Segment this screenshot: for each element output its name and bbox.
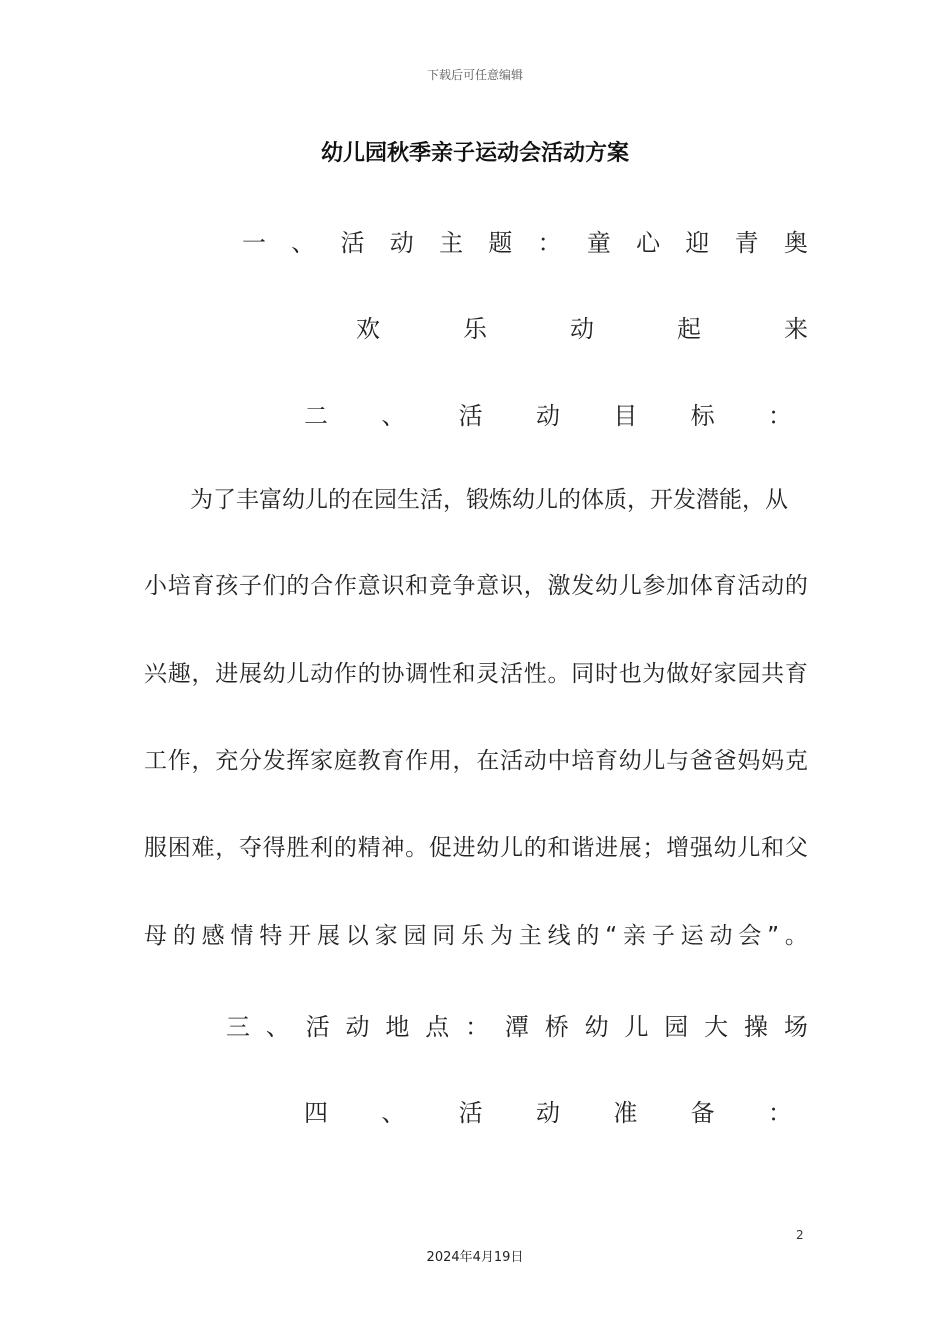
heading-char: 欢 (356, 314, 380, 343)
heading-char: 操 (743, 1012, 768, 1041)
paragraph-char: 育 (784, 661, 808, 687)
paragraph-char: 参 (642, 573, 666, 599)
heading-char: 备 (690, 1098, 715, 1127)
paragraph-char: ” (767, 923, 780, 949)
paragraph-char: 。 (784, 923, 808, 949)
paragraph-char: 促 (428, 835, 452, 861)
heading-char: 乐 (463, 314, 487, 343)
heading-char: 场 (783, 1012, 808, 1041)
heading-char: 动 (389, 228, 414, 257)
paragraph-char: 与 (666, 748, 690, 774)
paragraph-char: 父 (784, 835, 808, 861)
paragraph-char: 子 (238, 573, 262, 599)
paragraph-char: 在 (476, 748, 500, 774)
heading-char: 青 (734, 228, 759, 257)
paragraph-char: 也 (618, 661, 642, 687)
paragraph-char: 线 (547, 923, 571, 949)
paragraph-char: 强 (689, 835, 713, 861)
paragraph-char: ； (642, 835, 666, 861)
heading-char: 点 (425, 1012, 450, 1041)
section-1-heading-continuation (356, 310, 808, 342)
heading-char: 来 (784, 314, 808, 343)
paragraph-char: ， (191, 748, 215, 774)
paragraph-char: 难 (191, 835, 215, 861)
paragraph-char: ， (523, 573, 547, 599)
paragraph-char: 家 (713, 661, 737, 687)
paragraph-char: 同 (571, 661, 595, 687)
paragraph-char: 和 (761, 835, 785, 861)
paragraph-line (144, 658, 808, 690)
paragraph-char: 教 (357, 748, 381, 774)
heading-char: 桥 (544, 1012, 569, 1041)
paragraph-char: 克 (784, 748, 808, 774)
heading-char: ： (537, 228, 562, 257)
paragraph-char: 动 (310, 661, 334, 687)
paragraph-char: 利 (310, 835, 334, 861)
paragraph-char: 以 (345, 923, 369, 949)
paragraph-char: 活 (500, 748, 524, 774)
paragraph-char: 加 (666, 573, 690, 599)
paragraph-char: 进 (215, 661, 239, 687)
paragraph-char: 工 (144, 748, 167, 774)
paragraph-char: 挥 (286, 748, 310, 774)
paragraph-char: 庭 (333, 748, 357, 774)
heading-char: 、 (381, 1098, 406, 1127)
paragraph-char: 意 (476, 573, 500, 599)
paragraph-char: 合 (310, 573, 334, 599)
paragraph-line (144, 832, 808, 864)
page-number: 2 (796, 1228, 804, 1242)
paragraph-char: 育 (191, 573, 215, 599)
heading-char: 活 (305, 1012, 330, 1041)
paragraph-char: 园 (737, 661, 761, 687)
heading-char: 园 (664, 1012, 689, 1041)
paragraph-char: 和 (547, 835, 571, 861)
section-2-heading (304, 397, 792, 429)
paragraph-char: 感 (201, 923, 225, 949)
paragraph-char: 园 (403, 923, 427, 949)
paragraph-char: 开 (288, 923, 312, 949)
paragraph-char: 用 (428, 748, 452, 774)
paragraph-char: 调 (405, 661, 429, 687)
paragraph-char: 儿 (642, 748, 666, 774)
paragraph-char: 幼 (713, 835, 737, 861)
paragraph-char: 的 (523, 835, 547, 861)
paragraph-char: 时 (594, 661, 618, 687)
heading-char: 标 (690, 401, 715, 430)
heading-char: 动 (345, 1012, 370, 1041)
paragraph-char: 妈 (761, 748, 785, 774)
paragraph-char: 和 (405, 573, 429, 599)
heading-char: 三 (226, 1012, 250, 1041)
heading-char: 地 (385, 1012, 410, 1041)
heading-char: ： (465, 1012, 490, 1041)
paragraph-char: 竞 (428, 573, 452, 599)
paragraph-char: 得 (262, 835, 286, 861)
heading-char: 幼 (584, 1012, 609, 1041)
paragraph-char: 作 (333, 573, 357, 599)
paragraph-char: 活 (500, 661, 524, 687)
heading-char: 活 (340, 228, 365, 257)
document-title: 幼儿园秋季亲子运动会活动方案 (320, 141, 629, 166)
paragraph-char: 培 (167, 573, 191, 599)
paragraph-char: 意 (357, 573, 381, 599)
paragraph-char: 的 (172, 923, 196, 949)
paragraph-char: 儿 (737, 835, 761, 861)
paragraph-char: 兴 (144, 661, 167, 687)
heading-char: 主 (439, 228, 464, 257)
paragraph-char: 动 (523, 748, 547, 774)
heading-char: 动 (535, 401, 560, 430)
paragraph-char: 幼 (618, 748, 642, 774)
paragraph-char: 育 (713, 573, 737, 599)
heading-char: 潭 (504, 1012, 529, 1041)
heading-char: 活 (458, 401, 483, 430)
paragraph-char: 。 (405, 835, 429, 861)
heading-char: 题 (488, 228, 513, 257)
paragraph-char: 进 (594, 835, 618, 861)
paragraph-char: 主 (518, 923, 542, 949)
heading-char: 一 (242, 228, 266, 257)
paragraph-char: 灵 (476, 661, 500, 687)
paragraph-char: 特 (259, 923, 283, 949)
paragraph-char: 胜 (286, 835, 310, 861)
paragraph-char: 乐 (461, 923, 485, 949)
paragraph-char: 体 (689, 573, 713, 599)
heading-char: 起 (677, 314, 701, 343)
paragraph-char: 运 (680, 923, 704, 949)
paragraph-char: 性 (523, 661, 547, 687)
paragraph-char: 争 (452, 573, 476, 599)
paragraph-char: 小 (144, 573, 167, 599)
paragraph-char: 激 (547, 573, 571, 599)
heading-char: 心 (636, 228, 661, 257)
paragraph-char: ， (215, 835, 239, 861)
paragraph-char: 展 (316, 923, 340, 949)
paragraph-char: 的 (286, 573, 310, 599)
paragraph-char: 发 (571, 573, 595, 599)
paragraph-char: 情 (230, 923, 254, 949)
paragraph-char: 为 (642, 661, 666, 687)
paragraph-char: 展 (618, 835, 642, 861)
paragraph-char: 同 (432, 923, 456, 949)
section-3-heading (226, 1008, 808, 1040)
heading-char: 童 (586, 228, 611, 257)
paragraph-char: 幼 (262, 661, 286, 687)
paragraph-char: 动 (709, 923, 733, 949)
paragraph-char: 会 (738, 923, 762, 949)
paragraph-char: 谐 (571, 835, 595, 861)
paragraph-char: 服 (144, 835, 167, 861)
paragraph-char: 幼 (594, 573, 618, 599)
paragraph-line (144, 570, 808, 602)
paragraph-char: 爸 (689, 748, 713, 774)
paragraph-char: 的 (784, 573, 808, 599)
paragraph-char: 亲 (623, 923, 646, 949)
section-4-heading (304, 1094, 792, 1126)
heading-char: 四 (304, 1098, 328, 1127)
paragraph-char: 夺 (238, 835, 262, 861)
heading-char: 、 (265, 1012, 290, 1041)
paragraph-char: 子 (651, 923, 675, 949)
paragraph-char: 识 (381, 573, 405, 599)
paragraph-char: “ (605, 923, 618, 949)
paragraph-char: 作 (333, 661, 357, 687)
paragraph-last-line (144, 920, 808, 952)
paragraph-line: 为了丰富幼儿的在园生活，锻炼幼儿的体质，开发潜能，从 (190, 487, 788, 513)
heading-char: 、 (291, 228, 316, 257)
paragraph-char: 的 (576, 923, 600, 949)
paragraph-char: 发 (262, 748, 286, 774)
paragraph-char: 活 (737, 573, 761, 599)
paragraph-char: 儿 (618, 573, 642, 599)
paragraph-char: 儿 (286, 661, 310, 687)
paragraph-char: 幼 (476, 835, 500, 861)
paragraph-char: 展 (238, 661, 262, 687)
paragraph-char: ， (452, 748, 476, 774)
paragraph-char: 儿 (500, 835, 524, 861)
paragraph-char: ， (191, 661, 215, 687)
paragraph-char: 协 (381, 661, 405, 687)
paragraph-char: 神 (381, 835, 405, 861)
paragraph-char: 的 (333, 835, 357, 861)
heading-char: 迎 (685, 228, 710, 257)
paragraph-char: 孩 (215, 573, 239, 599)
paragraph-char: 动 (761, 573, 785, 599)
section-1-heading (242, 224, 808, 256)
paragraph-char: 好 (689, 661, 713, 687)
heading-char: 大 (704, 1012, 729, 1041)
paragraph-char: 培 (571, 748, 595, 774)
paragraph-char: 中 (547, 748, 571, 774)
paragraph-char: 作 (167, 748, 191, 774)
paragraph-char: 困 (167, 835, 191, 861)
heading-char: 二 (304, 401, 328, 430)
paragraph-char: 。 (547, 661, 571, 687)
paragraph-char: 母 (144, 923, 167, 949)
paragraph-char: 妈 (737, 748, 761, 774)
paragraph-char: 进 (452, 835, 476, 861)
heading-char: 动 (535, 1098, 560, 1127)
paragraph-char: 性 (428, 661, 452, 687)
paragraph-char: 分 (238, 748, 262, 774)
header-note: 下载后可任意编辑 (426, 68, 523, 82)
footer-date: 2024年4月19日 (426, 1250, 524, 1265)
paragraph-char: 增 (666, 835, 690, 861)
paragraph-line (144, 745, 808, 777)
paragraph-char: 家 (310, 748, 334, 774)
paragraph-char: 为 (489, 923, 513, 949)
heading-char: 目 (613, 401, 638, 430)
paragraph-char: 作 (405, 748, 429, 774)
paragraph-char: 识 (500, 573, 524, 599)
paragraph-char: 们 (262, 573, 286, 599)
paragraph-char: 和 (452, 661, 476, 687)
paragraph-char: 家 (374, 923, 398, 949)
paragraph-char: 精 (357, 835, 381, 861)
paragraph-char: 育 (594, 748, 618, 774)
heading-char: ： (767, 1098, 792, 1127)
heading-char: 活 (458, 1098, 483, 1127)
paragraph-char: 共 (761, 661, 785, 687)
heading-char: 奥 (783, 228, 808, 257)
paragraph-char: 做 (666, 661, 690, 687)
heading-char: 、 (381, 401, 406, 430)
heading-char: 动 (570, 314, 594, 343)
paragraph-char: 育 (381, 748, 405, 774)
paragraph-char: 趣 (167, 661, 191, 687)
paragraph-char: 的 (357, 661, 381, 687)
heading-char: 准 (613, 1098, 638, 1127)
heading-char: ： (767, 401, 792, 430)
paragraph-char: 爸 (713, 748, 737, 774)
paragraph-char: 充 (215, 748, 239, 774)
heading-char: 儿 (624, 1012, 649, 1041)
